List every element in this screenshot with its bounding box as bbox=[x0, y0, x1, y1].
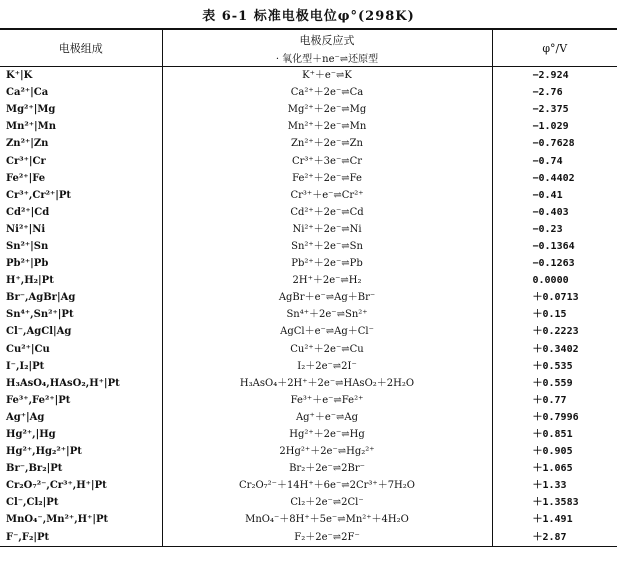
electrode-reaction-cell: K⁺＋e⁻⇌K bbox=[162, 67, 492, 85]
header-potential: φ°/V bbox=[492, 29, 617, 67]
electrode-couple-cell: Ca²⁺|Ca bbox=[6, 87, 49, 99]
electrode-couple-cell: H₃AsO₄,HAsO₂,H⁺|Pt bbox=[6, 377, 120, 389]
potential-cell: ＋2.87 bbox=[492, 529, 617, 547]
electrode-couple-cell: Fe²⁺|Fe bbox=[6, 172, 46, 184]
potential-cell: ＋0.7996 bbox=[532, 411, 579, 423]
table-row bbox=[0, 341, 617, 358]
electrode-couple-cell: Cr³⁺|Cr bbox=[6, 155, 46, 167]
potential-cell: −0.403 bbox=[532, 206, 569, 218]
electrode-couple-cell: Mg²⁺|Mg bbox=[6, 104, 56, 116]
header-reaction-label: 电极反应式 bbox=[299, 33, 355, 47]
electrode-couple-cell: Cu²⁺|Cu bbox=[6, 343, 50, 355]
potential-cell: −0.74 bbox=[532, 155, 563, 167]
table-row bbox=[0, 238, 617, 255]
electrode-couple-cell: Cr³⁺,Cr²⁺|Pt bbox=[6, 189, 72, 201]
electrode-reaction-cell: Mg²⁺＋2e⁻⇌Mg bbox=[162, 101, 492, 118]
electrode-reaction-cell: AgBr＋e⁻⇌Ag＋Br⁻ bbox=[162, 289, 492, 306]
electrode-couple-cell: Br⁻,AgBr|Ag bbox=[6, 292, 76, 304]
table-row bbox=[0, 272, 617, 289]
electrode-reaction-cell: I₂＋2e⁻⇌2I⁻ bbox=[162, 358, 492, 375]
electrode-reaction-cell: Cl₂＋2e⁻⇌2Cl⁻ bbox=[162, 494, 492, 511]
table-row bbox=[0, 392, 617, 409]
potential-cell: −0.41 bbox=[532, 189, 563, 201]
electrode-couple-cell: Mn²⁺|Mn bbox=[6, 121, 56, 133]
potential-cell: ＋0.905 bbox=[532, 446, 573, 458]
table-row bbox=[0, 118, 617, 135]
table-title: 表 6-1 标准电极电位φ°(298K) bbox=[202, 9, 415, 24]
electrode-reaction-cell: Cu²⁺＋2e⁻⇌Cu bbox=[162, 341, 492, 358]
electrode-reaction-cell: Br₂＋2e⁻⇌2Br⁻ bbox=[162, 460, 492, 477]
electrode-reaction-cell: Sn⁴⁺＋2e⁻⇌Sn²⁺ bbox=[162, 306, 492, 323]
electrode-couple-cell: Ni²⁺|Ni bbox=[6, 223, 46, 235]
table-row bbox=[0, 529, 617, 547]
electrode-reaction-cell: Cr³⁺＋3e⁻⇌Cr bbox=[162, 152, 492, 169]
table-row bbox=[0, 306, 617, 323]
potential-cell: ＋1.491 bbox=[532, 514, 573, 526]
potential-cell: ＋0.77 bbox=[532, 394, 567, 406]
table-row bbox=[0, 443, 617, 460]
electrode-reaction-cell: Fe³⁺＋e⁻⇌Fe²⁺ bbox=[162, 392, 492, 409]
potential-cell: ＋0.535 bbox=[532, 360, 573, 372]
table-row bbox=[0, 67, 617, 85]
electrode-potential-table bbox=[0, 28, 617, 547]
table-row bbox=[0, 460, 617, 477]
electrode-couple-cell: Ag⁺|Ag bbox=[6, 411, 45, 423]
electrode-reaction-cell: MnO₄⁻＋8H⁺＋5e⁻⇌Mn²⁺＋4H₂O bbox=[162, 511, 492, 528]
potential-cell: −0.23 bbox=[532, 223, 563, 235]
table-row bbox=[0, 84, 617, 101]
electrode-couple-cell: Zn²⁺|Zn bbox=[6, 138, 49, 150]
electrode-reaction-cell: H₃AsO₄＋2H⁺＋2e⁻⇌HAsO₂＋2H₂O bbox=[162, 375, 492, 392]
potential-cell: −2.76 bbox=[532, 87, 563, 99]
electrode-reaction-cell: 2H⁺＋2e⁻⇌H₂ bbox=[162, 272, 492, 289]
electrode-couple-cell: Cd²⁺|Cd bbox=[6, 206, 50, 218]
table-row bbox=[0, 135, 617, 152]
electrode-reaction-cell: Sn²⁺＋2e⁻⇌Sn bbox=[162, 238, 492, 255]
potential-cell: ＋0.2223 bbox=[532, 326, 579, 338]
electrode-couple-cell: Cr₂O₇²⁻,Cr³⁺,H⁺|Pt bbox=[6, 480, 107, 492]
electrode-reaction-cell: Ni²⁺＋2e⁻⇌Ni bbox=[162, 221, 492, 238]
potential-cell: ＋1.33 bbox=[532, 480, 567, 492]
electrode-reaction-cell: Cr³⁺＋e⁻⇌Cr²⁺ bbox=[162, 187, 492, 204]
header-reaction bbox=[162, 29, 492, 67]
table-row bbox=[0, 152, 617, 169]
potential-cell: ＋0.3402 bbox=[532, 343, 579, 355]
electrode-reaction-cell: Ag⁺＋e⁻⇌Ag bbox=[162, 409, 492, 426]
electrode-couple-cell: H⁺,H₂|Pt bbox=[6, 275, 54, 287]
potential-cell: ＋1.3583 bbox=[532, 497, 579, 509]
electrode-couple-cell: K⁺|K bbox=[6, 70, 33, 82]
electrode-reaction-cell: Hg²⁺＋2e⁻⇌Hg bbox=[162, 426, 492, 443]
potential-cell: ＋0.15 bbox=[532, 309, 567, 321]
table-row bbox=[0, 255, 617, 272]
electrode-couple-cell: Pb²⁺|Pb bbox=[6, 258, 49, 270]
electrode-couple-cell: Hg²⁺,|Hg bbox=[6, 429, 56, 441]
table-row bbox=[0, 477, 617, 494]
header-row bbox=[0, 29, 617, 67]
table-row bbox=[0, 323, 617, 340]
electrode-couple-cell: Hg²⁺,Hg₂²⁺|Pt bbox=[6, 446, 82, 458]
electrode-couple-cell: Fe³⁺,Fe²⁺|Pt bbox=[6, 394, 71, 406]
table-row bbox=[0, 170, 617, 187]
table-row bbox=[0, 494, 617, 511]
electrode-reaction-cell: AgCl＋e⁻⇌Ag＋Cl⁻ bbox=[162, 323, 492, 340]
header-reaction-sub: · 氧化型＋ne⁻⇌还原型 bbox=[275, 53, 379, 65]
potential-cell: ＋1.065 bbox=[532, 463, 573, 475]
electrode-reaction-cell: Cr₂O₇²⁻＋14H⁺＋6e⁻⇌2Cr³⁺＋7H₂O bbox=[162, 477, 492, 494]
electrode-reaction-cell: Pb²⁺＋2e⁻⇌Pb bbox=[162, 255, 492, 272]
table-row bbox=[0, 221, 617, 238]
electrode-couple-cell: Sn²⁺|Sn bbox=[6, 240, 49, 252]
potential-cell: ＋0.851 bbox=[532, 429, 573, 441]
potential-cell: −0.4402 bbox=[532, 172, 575, 184]
table-body bbox=[0, 67, 617, 547]
potential-cell: −0.7628 bbox=[532, 138, 575, 150]
electrode-reaction-cell: Fe²⁺＋2e⁻⇌Fe bbox=[162, 170, 492, 187]
potential-cell: 0.0000 bbox=[532, 275, 569, 287]
electrode-couple-cell: Br⁻,Br₂|Pt bbox=[6, 463, 63, 475]
electrode-couple-cell: Cl⁻,Cl₂|Pt bbox=[6, 497, 59, 509]
table-row bbox=[0, 204, 617, 221]
potential-cell: −1.029 bbox=[532, 121, 569, 133]
electrode-reaction-cell: F₂＋2e⁻⇌2F⁻ bbox=[162, 529, 492, 547]
potential-cell: ＋0.0713 bbox=[532, 292, 579, 304]
electrode-couple-cell: F⁻,F₂|Pt bbox=[0, 529, 162, 547]
electrode-reaction-cell: 2Hg²⁺＋2e⁻⇌Hg₂²⁺ bbox=[162, 443, 492, 460]
electrode-reaction-cell: Zn²⁺＋2e⁻⇌Zn bbox=[162, 135, 492, 152]
electrode-reaction-cell: Cd²⁺＋2e⁻⇌Cd bbox=[162, 204, 492, 221]
potential-cell: −2.375 bbox=[532, 104, 569, 116]
table-row bbox=[0, 101, 617, 118]
potential-cell: ＋0.559 bbox=[532, 377, 573, 389]
electrode-reaction-cell: Ca²⁺＋2e⁻⇌Ca bbox=[162, 84, 492, 101]
potential-cell: −0.1263 bbox=[532, 258, 575, 270]
table-row bbox=[0, 511, 617, 528]
table-row bbox=[0, 375, 617, 392]
potential-cell: −2.924 bbox=[532, 70, 569, 82]
potential-cell: −0.1364 bbox=[532, 240, 575, 252]
table-row bbox=[0, 426, 617, 443]
header-couple: 电极组成 bbox=[0, 29, 162, 67]
electrode-couple-cell: MnO₄⁻,Mn²⁺,H⁺|Pt bbox=[6, 514, 109, 526]
table-row bbox=[0, 187, 617, 204]
electrode-couple-cell: I⁻,I₂|Pt bbox=[6, 360, 45, 372]
electrode-reaction-cell: Mn²⁺＋2e⁻⇌Mn bbox=[162, 118, 492, 135]
table-row bbox=[0, 289, 617, 306]
electrode-couple-cell: Sn⁴⁺,Sn²⁺|Pt bbox=[6, 309, 74, 321]
table-row bbox=[0, 409, 617, 426]
electrode-couple-cell: Cl⁻,AgCl|Ag bbox=[6, 326, 72, 338]
table-row bbox=[0, 358, 617, 375]
